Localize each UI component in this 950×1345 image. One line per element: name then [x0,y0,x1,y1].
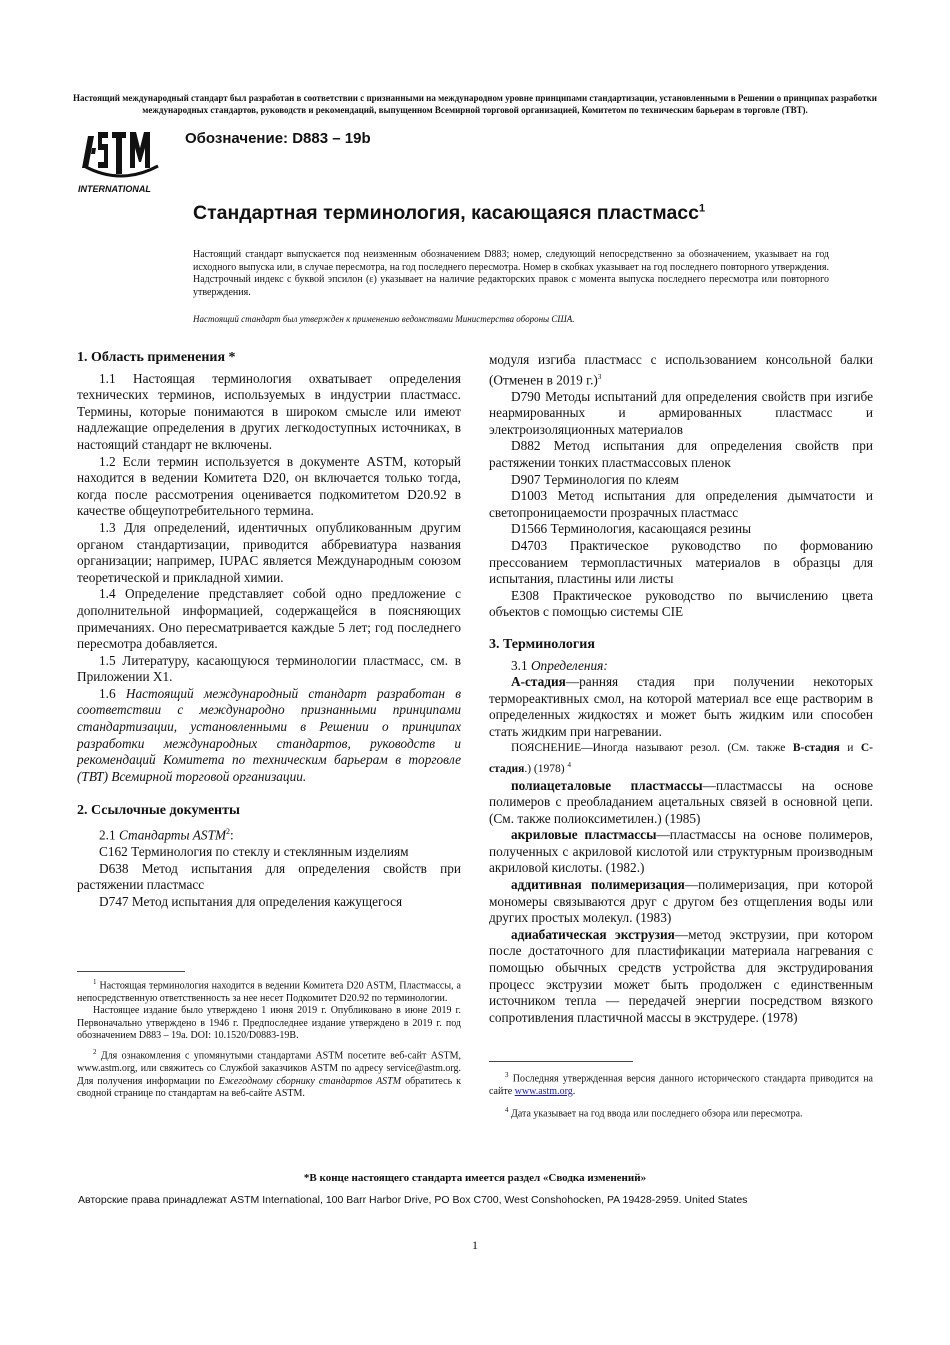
section-2-heading: 2. Ссылочные документы [77,803,240,819]
para-2-1: 2.1 Стандарты ASTM$^2$: [99,827,234,843]
footnote-1: $^1$ Настоящая терминология находится в ведении Комитета D20 ASTM, Пластмассы, а непосредственную ответственность за нее несет Подкомитет D20.92 по терминологии. [77,978,461,1004]
term-addition: аддитивная полимеризация—полимеризация, при которой мономеры связываются друг с другом без отщепления воды или других простых молекул. (1983) [489,877,874,926]
ref-d747: D747 Метод испытания для определения кажущегося [99,893,403,909]
para-1-4: 1.4 Определение представляет собой одно предложение с дополнительной информацией, содержащейся в поясняющих примечаниях. Оно пересматривается каждые 5 лет; год последнего пересмотра добавляется. [77,586,461,652]
copyright-line: Авторские права принадлежат ASTM International, 100 Barr Harbor Drive, PO Box C700, West Conshohocken, PA 19428-2959. United States [78,1194,748,1206]
footnote-3: $^3$ Последняя утвержденная версия данного исторического стандарта приводится на сайте www.astm.org. [489,1071,873,1097]
term-acrylic: акриловые пластмассы—пластмассы на основе полимеров, полученных с акриловой кислотой или структурным производным акриловой кислоты. (1982.) [489,827,874,876]
footnote-1b: Настоящее издание было утверждено 1 июня 2019 г. Опубликовано в июне 2019 г. Первоначально утверждено в 1946 г. Предпоследнее издание утверждено в 2019 г. под обозначением D883 – 19a. DOI: 10.1520/D0883-19B. [77,1005,461,1041]
para-1-1: 1.1 Настоящая терминология охватывает определения технических терминов, используемых в индустрии пластмасс. Термины, которые понимаются в широком смысле или имеют надлежащие определения в других легкодоступных источниках, в настоящий стандарт не включены. [77,370,461,452]
term-adiabatic: адиабатическая экструзия—метод экструзии, при котором после достаточного для пластификации материала нагревания с помощью обычных средств устройства для экструдирования процесс экструзии может быть продолжен с единственным источником тепла — передачей энергии посредством вязкого сопротивления пластичной массы в экструдере. (1978) [489,926,873,1025]
ref-d882: D882 Метод испытания для определения свойств при растяжении тонких пластмассовых пленок [489,438,873,470]
astm-link[interactable]: www.astm.org [514,1085,573,1097]
intro-approval-note: Настоящий стандарт был утвержден к применению ведомствами Министерства обороны США. [193,314,575,324]
footnote-divider-right [489,1061,633,1062]
footnote-4: $^4$ Дата указывает на год ввода или последнего обзора или пересмотра. [505,1106,803,1120]
intro-paragraph: Настоящий стандарт выпускается под неизменным обозначением D883; номер, следующий непосредственно за обозначением, указывает на год исходного выпуска или, в случае пересмотра, на год последнего пересмотра. Номер в скобках указывает на год последнего повторного утверждения. Надстрочный индекс с буквой эпсилон (ε) указывает на наличие редакторских правок с момента выпуска последнего пересмотра или повторного утверждения. [193,249,829,298]
footnote-divider-left [77,971,185,972]
ref-d1566: D1566 Терминология, касающаяся резины [511,521,752,537]
para-1-3: 1.3 Для определений, идентичных опубликованным другим органом стандартизации, приводится аббревиатура названия организации; например, IUPAC является Международным союзом теоретической и прикладной химии. [77,519,461,585]
page-number: 1 [472,1238,478,1252]
para-1-6: 1.6 Настоящий международный стандарт разработан в соответствии с международно признанными принципами стандартизации, установленными в Решении о принципах разработки международных стандартов, руководств и рекомендаций Комитета по техническим барьерам в торговле (ТВТ) Всемирной торговой организации. [77,685,461,784]
para-1-2: 1.2 Если термин используется в документе ASTM, который находится в ведении Комитета D20, он включается только тогда, когда после рассмотрения оценивается подкомитетом D20.92 в качестве общеупотребительного термина. [77,453,461,519]
note-a-stage: ПОЯСНЕНИЕ—Иногда называют резол. (См. также B-стадия и C-стадия.) (1978) $^4$ [489,742,873,775]
summary-of-changes-note: *В конце настоящего стандарта имеется раздел «Сводка изменений» [303,1172,647,1184]
section-1-heading: 1. Область применения * [77,350,236,365]
left-column [77,350,461,910]
section-3-heading: 3. Терминология [489,636,595,652]
designation: Обозначение: D883 – 19b [185,130,371,147]
right-footnotes [489,1069,873,1121]
left-footnotes [77,976,461,1100]
astm-logo [78,128,164,194]
ref-d790: D790 Методы испытаний для определения свойств при изгибе неармированных и армированных пластмасс и электроизоляционных материалов [489,388,873,437]
para-3-1: 3.1 Определения: [511,657,608,673]
ref-d907: D907 Терминология по клеям [511,471,679,487]
term-polyacetal: полиацеталовые пластмассы—пластмассы на основе полимеров с преобладанием ацетальных связей в основной цепи. (См. также полиоксиметилен.) (1985) [489,777,873,826]
standard-notice: Настоящий международный стандарт был разработан в соответствии с признанными на международном уровне принципами стандартизации, установленными в Решении о принципах разработки международных стандартов, руководств и рекомендаций, выпущенном Всемирной торговой организацией, Комитетом по техническим барьерам в торговле (ТВТ). [73,93,877,115]
document-title: Стандартная терминология, касающаяся пластмасс$^1$ [193,202,706,224]
footnote-2: $^2$ Для ознакомления с упомянутыми стандартами ASTM посетите веб-сайт ASTM, www.astm.org, или свяжитесь со Службой заказчиков ASTM по адресу service@astm.org. Для получения информации по Ежегодному сборнику стандартов ASTM обратитесь к сводной странице по стандартам на веб-сайте ASTM. [77,1048,462,1099]
ref-d747-cont: модуля изгиба пластмасс с использованием консольной балки (Отменен в 2019 г.)$^3$ [489,352,873,388]
term-a-stage: А-стадия—ранняя стадия при получении некоторых термореактивных смол, на которой материал все еще растворим в определенных жидкостях и может быть жидким или способен стать жидким при нагревании. [489,674,873,739]
ref-c162: C162 Терминология по стеклу и стеклянным изделиям [99,844,409,860]
ref-e308: E308 Практическое руководство по вычислению цвета объектов с помощью системы CIE [489,587,873,620]
ref-d4703: D4703 Практическое руководство по формованию прессованием термопластичных материалов в образцы для испытания, пластины или листы [489,537,873,587]
right-column [489,352,873,1026]
logo-wordmark: INTERNATIONAL [78,184,151,194]
ref-d1003: D1003 Метод испытания для определения дымчатости и светопроницаемости прозрачных пластмасс [489,488,873,520]
ref-d638: D638 Метод испытания для определения свойств при растяжении пластмасс [77,860,461,893]
para-1-5: 1.5 Литературу, касающуюся терминологии пластмасс, см. в Приложении X1. [77,652,461,685]
